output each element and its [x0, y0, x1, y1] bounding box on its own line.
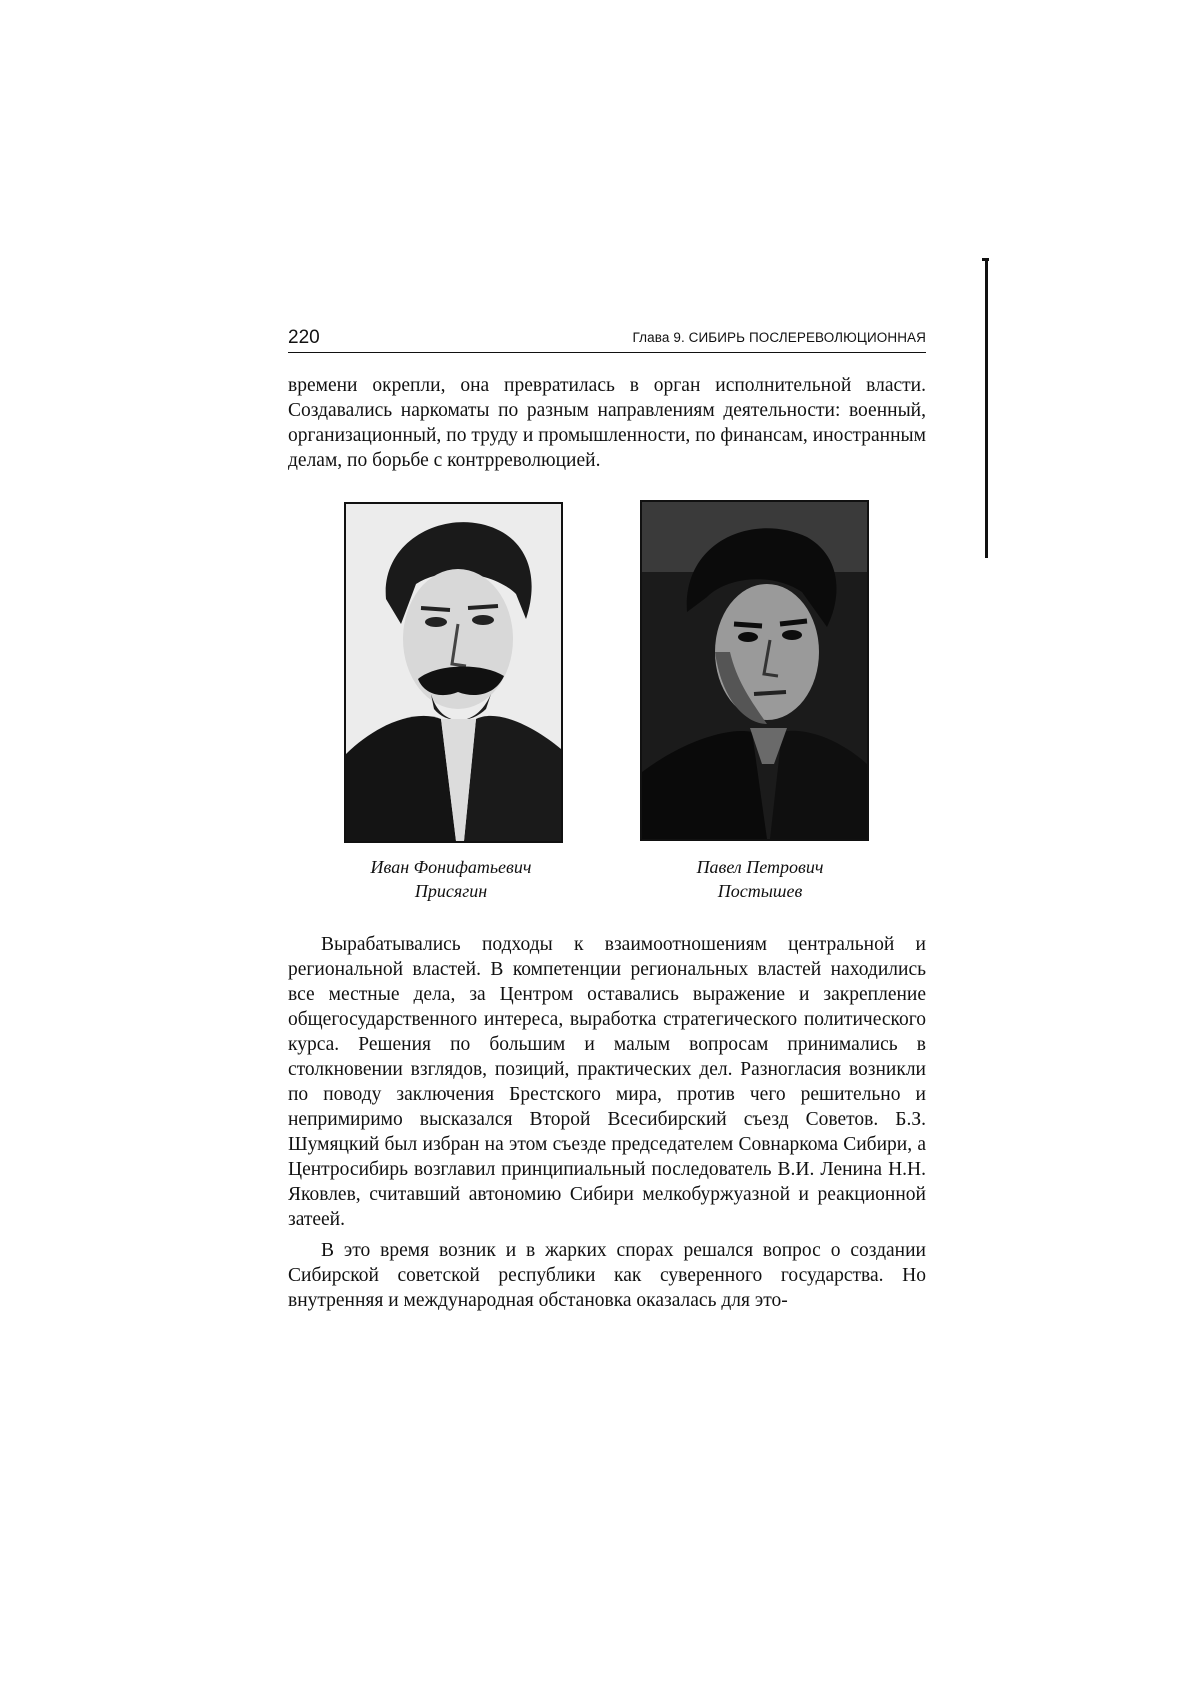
portrait-image: [642, 502, 867, 839]
margin-rule: [985, 258, 988, 558]
running-header: [288, 326, 926, 353]
photo-caption-right: [652, 855, 868, 903]
paragraph: Вырабатывались подходы к взаимоотношениям центральной и региональной властей. В компетенции региональных властей находились все местные дела, за Центром оставались выражение и закрепление общегосударственного интереса, выработка стратегического политического курса. Решения по большим и малым вопросам принимались в столкновении взглядов, позиций, практических дел. Разногласия возникли по поводу заключения Брестского мира, против чего решительно и непримиримо высказался Второй Всесибирский съезд Советов. Б.З. Шумяцкий был избран на этом съезде председателем Совнаркома Сибири, а Центросибирь возглавил принципиальный последователь В.И. Ленина Н.Н. Яковлев, считавший автономию Сибири мелкобуржуазной и реакционной затеей.: [288, 934, 926, 1230]
bottom-paragraphs-block: [288, 932, 926, 1319]
paragraph: времени окрепли, она превратилась в орган исполнительной власти. Создавались наркоматы по разным направлениям деятельности: военный, организационный, по труду и промышленности, по финансам, иностранным делам, по борьбе с контрреволюцией.: [288, 375, 926, 471]
chapter-title: Глава 9. СИБИРЬ ПОСЛЕРЕВОЛЮЦИОННАЯ: [632, 330, 926, 345]
caption-line: Иван Фонифатьевич: [370, 857, 532, 877]
portrait-photo-prisyagin: [344, 502, 563, 843]
top-paragraph-block: [288, 373, 926, 473]
page-number: 220: [288, 327, 320, 348]
photo-caption-left: [345, 855, 557, 903]
portrait-image: [346, 504, 561, 841]
paragraph: В это время возник и в жарких спорах решался вопрос о создании Сибирской советской республики как суверенного государства. Но внутренняя и международная обстановка оказалась для это-: [288, 1240, 926, 1311]
portrait-photo-postyshev: [640, 500, 869, 841]
caption-line: Павел Петрович: [696, 857, 824, 877]
caption-line: Постышев: [717, 881, 803, 901]
caption-line: Присягин: [414, 881, 488, 901]
